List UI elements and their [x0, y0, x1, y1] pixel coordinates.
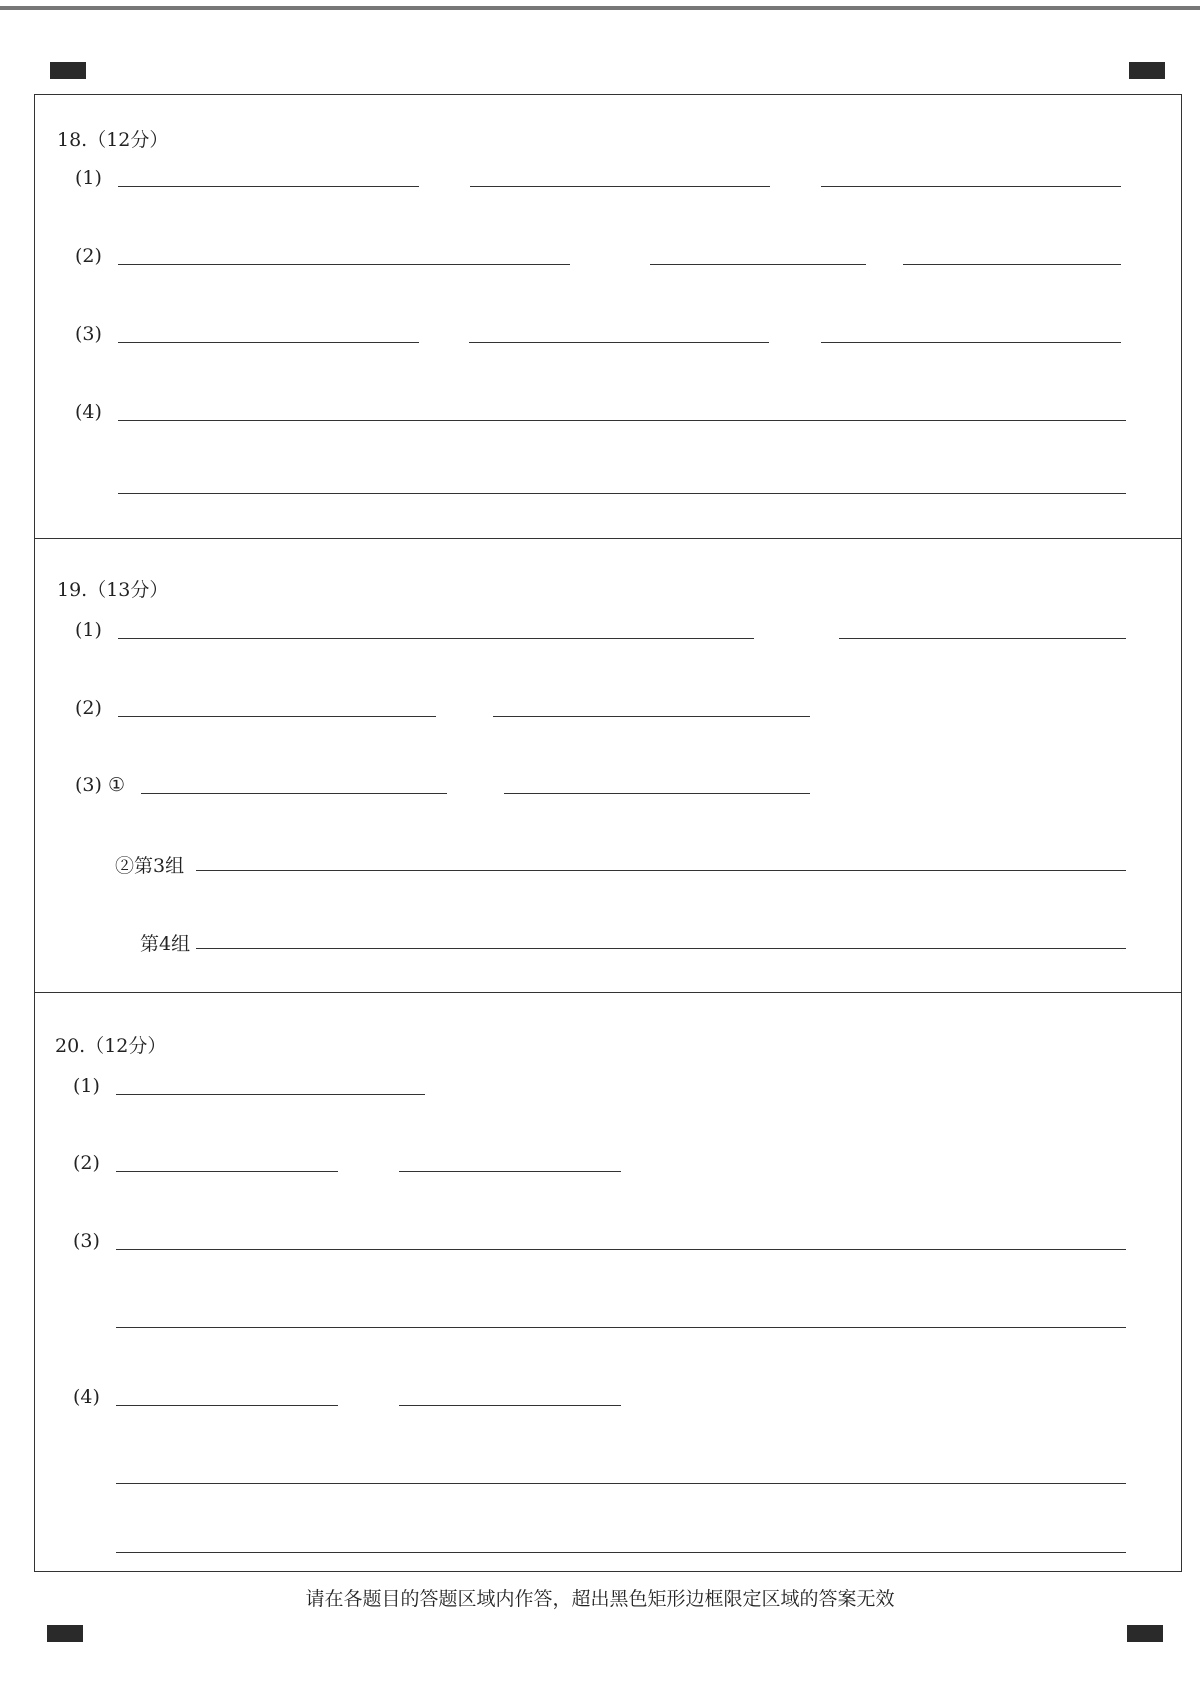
q18-part-4-blank-line-2[interactable]: [118, 493, 1126, 494]
q19-group-3-label: ②第3组: [115, 855, 185, 877]
q19-part-3-label: (3) ①: [75, 774, 125, 796]
alignment-marker-bottom-right: [1127, 1625, 1163, 1642]
question-19-box: [34, 538, 1182, 993]
top-border-rule: [0, 6, 1200, 10]
q18-part-2-blank-a[interactable]: [118, 264, 570, 265]
q19-group-4-label: 第4组: [140, 933, 191, 955]
q20-part-2-blank-a[interactable]: [116, 1171, 338, 1172]
q20-part-4-blank-line-1[interactable]: [116, 1483, 1126, 1484]
q19-part-1-blank-a[interactable]: [118, 638, 754, 639]
q20-part-1-blank[interactable]: [116, 1094, 425, 1095]
q18-part-4-blank-line-1[interactable]: [118, 420, 1126, 421]
q18-part-1-blank-c[interactable]: [821, 186, 1121, 187]
q18-part-2-blank-c[interactable]: [903, 264, 1121, 265]
question-18-box: [34, 94, 1182, 539]
q20-part-4-blank-a[interactable]: [116, 1405, 338, 1406]
q20-part-3-blank-line-1[interactable]: [116, 1249, 1126, 1250]
q20-part-3-label: (3): [73, 1230, 100, 1252]
q20-part-2-label: (2): [73, 1152, 100, 1174]
q18-part-4-label: (4): [75, 401, 102, 423]
question-20-title: 20.（12分）: [55, 1035, 167, 1057]
q18-part-2-label: (2): [75, 245, 102, 267]
q19-part-2-blank-a[interactable]: [118, 716, 436, 717]
q20-part-1-label: (1): [73, 1075, 100, 1097]
q18-part-1-blank-a[interactable]: [118, 186, 419, 187]
q18-part-3-blank-a[interactable]: [118, 342, 419, 343]
q19-group-4-blank[interactable]: [196, 948, 1126, 949]
q19-part-3-blank-b[interactable]: [504, 793, 810, 794]
alignment-marker-top-right: [1129, 62, 1165, 79]
q19-part-1-label: (1): [75, 619, 102, 641]
q19-group-3-blank[interactable]: [196, 870, 1126, 871]
q18-part-1-blank-b[interactable]: [470, 186, 770, 187]
q20-part-3-blank-line-2[interactable]: [116, 1327, 1126, 1328]
q18-part-2-blank-b[interactable]: [650, 264, 866, 265]
q19-part-3-blank-a[interactable]: [141, 793, 447, 794]
q18-part-3-blank-b[interactable]: [469, 342, 769, 343]
q19-part-2-label: (2): [75, 697, 102, 719]
question-20-box: [34, 992, 1182, 1572]
q19-part-1-blank-b[interactable]: [839, 638, 1126, 639]
q19-part-2-blank-b[interactable]: [493, 716, 810, 717]
q20-part-2-blank-b[interactable]: [399, 1171, 621, 1172]
q20-part-4-blank-line-2[interactable]: [116, 1552, 1126, 1553]
q20-part-4-label: (4): [73, 1386, 100, 1408]
q18-part-3-blank-c[interactable]: [821, 342, 1121, 343]
answer-area-notice: 请在各题目的答题区域内作答，超出黑色矩形边框限定区域的答案无效: [305, 1588, 895, 1610]
question-18-title: 18.（12分）: [57, 129, 169, 151]
q18-part-1-label: (1): [75, 167, 102, 189]
q20-part-4-blank-b[interactable]: [399, 1405, 621, 1406]
question-19-title: 19.（13分）: [57, 579, 169, 601]
alignment-marker-top-left: [50, 62, 86, 79]
q18-part-3-label: (3): [75, 323, 102, 345]
alignment-marker-bottom-left: [47, 1625, 83, 1642]
